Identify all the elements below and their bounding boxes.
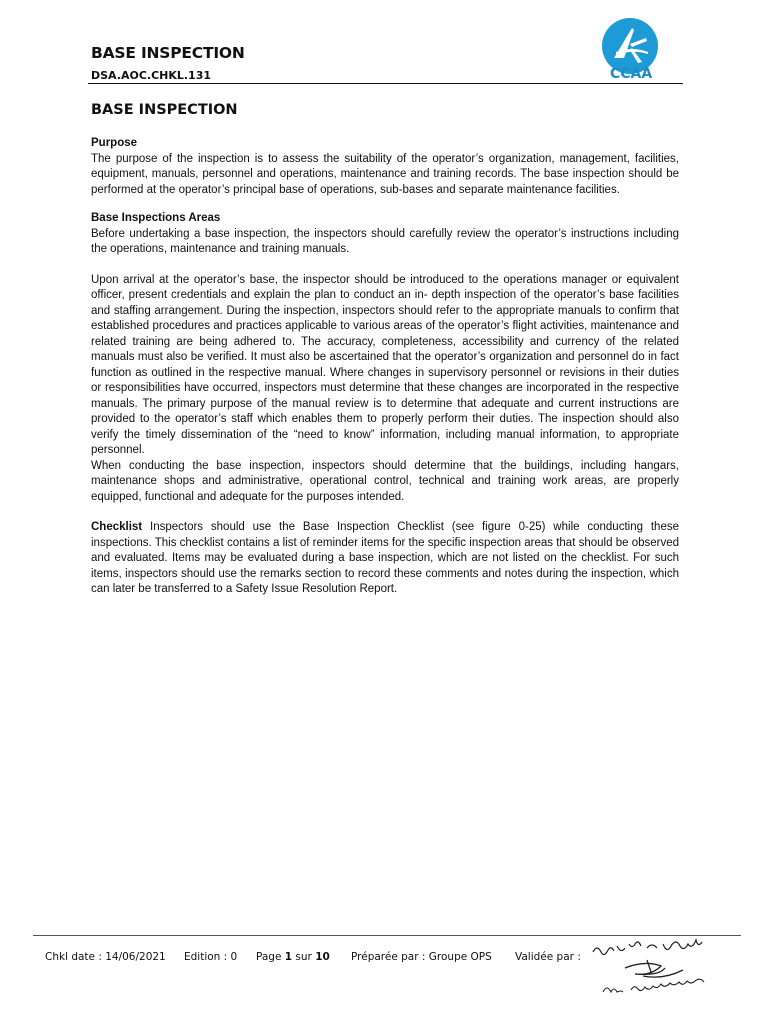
footer-edition: Edition : 0 (184, 951, 238, 963)
footer-page (256, 951, 330, 963)
footer-date: Chkl date : 14/06/2021 (45, 951, 166, 963)
footer-prepared: Préparée par : Groupe OPS (351, 951, 492, 963)
footer-divider (33, 935, 741, 936)
purpose-text: The purpose of the inspection is to assess the suitability of the operator’s organization, management, facilities, equipment, manuals, personnel and operations, maintenance and training records. The base inspection should be performed at the operator’s principal base of operations, sub-bases and separate maintenance facilities. (91, 152, 679, 196)
document-code: DSA.AOC.CHKL.131 (91, 69, 212, 82)
checklist-paragraph (91, 520, 679, 598)
areas-heading: Base Inspections Areas (91, 212, 221, 224)
footer-validated: Validée par : (515, 951, 581, 963)
areas-paragraph-1: Before undertaking a base inspection, the inspectors should carefully review the operator’s instructions including the operations, maintenance and training manuals. (91, 227, 679, 255)
ccaa-logo-text: CCAA (610, 66, 653, 82)
ccaa-logo (600, 18, 660, 84)
header-divider (88, 83, 683, 84)
page-number: 1 (284, 951, 293, 963)
areas-paragraph-2: Upon arrival at the operator’s base, the inspector should be introduced to the operations manager or equivalent officer, present credentials and explain the plan to conduct an in- depth inspection of the operator’s base facilities and staffing arrangement. During the inspection, inspectors should refer to the appropriate manuals to confirm that established procedures and practices applicable to various areas of the operator’s flight activities, maintenance and related training are being adhered to. The accuracy, completeness, accessibility and currency of the related manuals must also be verified. It must also be ascertained that the operator’s organization and personnel do in fact function as outlined in the respective manual. Where changes in supervisory personnel or revisions in their duties or responsibilities have occurred, inspectors must determine that these changes are incorporated in the respective manuals. The primary purpose of the manual review is to determine that adequate and current instructions are provided to the operator’s staff which enables them to properly perform their duties. The inspection should also verify the timely dissemination of the “need to know” information, including manual information, to appropriate personnel. (91, 273, 679, 456)
document-title: BASE INSPECTION (91, 102, 238, 118)
page-total: 10 (315, 951, 330, 963)
handwritten-signature (585, 938, 745, 1000)
page-mid: sur (292, 951, 316, 963)
purpose-heading: Purpose (91, 137, 138, 149)
header-title: BASE INSPECTION (91, 44, 245, 62)
checklist-heading: Checklist (91, 521, 143, 533)
page-prefix: Page (256, 951, 285, 963)
checklist-text: Inspectors should use the Base Inspection Checklist (see figure 0-25) while conducting these inspections. This checklist contains a list of reminder items for the specific inspection areas that should be observed and evaluated. Items may be evaluated during a base inspection, which are not listed on the checklist. For such items, inspectors should use the remarks section to record these comments and notes during the inspection, which can later be transferred to a Safety Issue Resolution Report. (91, 521, 679, 595)
document-body (91, 102, 679, 598)
areas-paragraph-3: When conducting the base inspection, inspectors should determine that the buildings, including hangars, maintenance shops and administrative, operational control, technical and training work areas, are properly equipped, functional and adequate for the purposes intended. (91, 459, 679, 503)
